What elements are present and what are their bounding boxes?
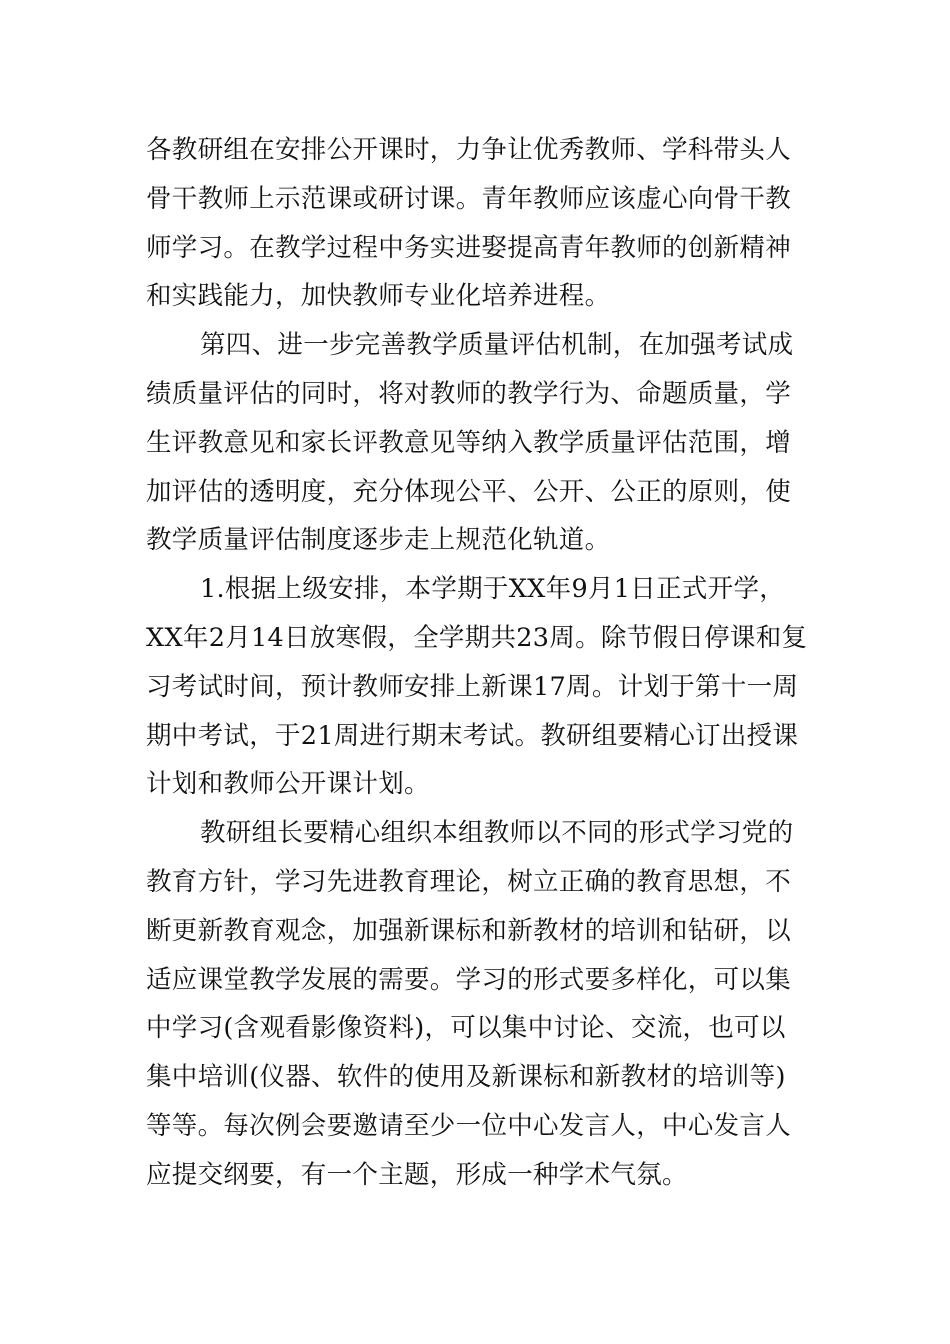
text-line: 骨干教师上示范课或研讨课。青年教师应该虚心向骨干教 bbox=[146, 183, 792, 214]
text-line: 教育方针，学习先进教育理论，树立正确的教育思想，不 bbox=[146, 866, 792, 897]
text-line: XX年2月14日放寒假，全学期共23周。除节假日停课和复 bbox=[146, 622, 808, 653]
text-line: 绩质量评估的同时，将对教师的教学行为、命题质量，学 bbox=[146, 378, 792, 409]
text-line: 加评估的透明度，充分体现公平、公开、公正的原则，使 bbox=[146, 476, 792, 507]
paragraph-1 bbox=[146, 126, 806, 321]
document-body bbox=[146, 126, 806, 1200]
text-line: 期中考试，于21周进行期末考试。教研组要精心订出授课 bbox=[146, 720, 799, 751]
text-line: 第四、进一步完善教学质量评估机制，在加强考试成 bbox=[200, 330, 794, 361]
text-line: 1.根据上级安排，本学期于XX年9月1日正式开学， bbox=[200, 574, 786, 605]
text-line: 习考试时间，预计教师安排上新课17周。计划于第十一周 bbox=[146, 671, 799, 702]
text-line: 集中培训(仪器、软件的使用及新课标和新教材的培训等) bbox=[146, 1062, 786, 1093]
text-line: 等等。每次例会要邀请至少一位中心发言人，中心发言人 bbox=[146, 1110, 792, 1141]
text-line: 适应课堂教学发展的需要。学习的形式要多样化，可以集 bbox=[146, 964, 792, 995]
text-line: 教学质量评估制度逐步走上规范化轨道。 bbox=[146, 525, 611, 556]
paragraph-4 bbox=[146, 809, 806, 1199]
text-line: 计划和教师公开课计划。 bbox=[146, 769, 430, 800]
text-line: 各教研组在安排公开课时，力争让优秀教师、学科带头人 bbox=[146, 135, 792, 165]
text-line: 教研组长要精心组织本组教师以不同的形式学习党的 bbox=[200, 818, 794, 849]
text-line: 应提交纲要，有一个主题，形成一种学术气氛。 bbox=[146, 1159, 688, 1190]
paragraph-2 bbox=[146, 321, 806, 565]
text-line: 生评教意见和家长评教意见等纳入教学质量评估范围，增 bbox=[146, 427, 792, 458]
text-line: 和实践能力，加快教师专业化培养进程。 bbox=[146, 281, 611, 312]
paragraph-3 bbox=[146, 565, 806, 809]
text-line: 中学习(含观看影像资料)，可以集中讨论、交流，也可以 bbox=[146, 1013, 786, 1044]
text-line: 师学习。在教学过程中务实进娶提高青年教师的创新精神 bbox=[146, 232, 792, 263]
text-line: 断更新教育观念，加强新课标和新教材的培训和钻研，以 bbox=[146, 915, 792, 946]
